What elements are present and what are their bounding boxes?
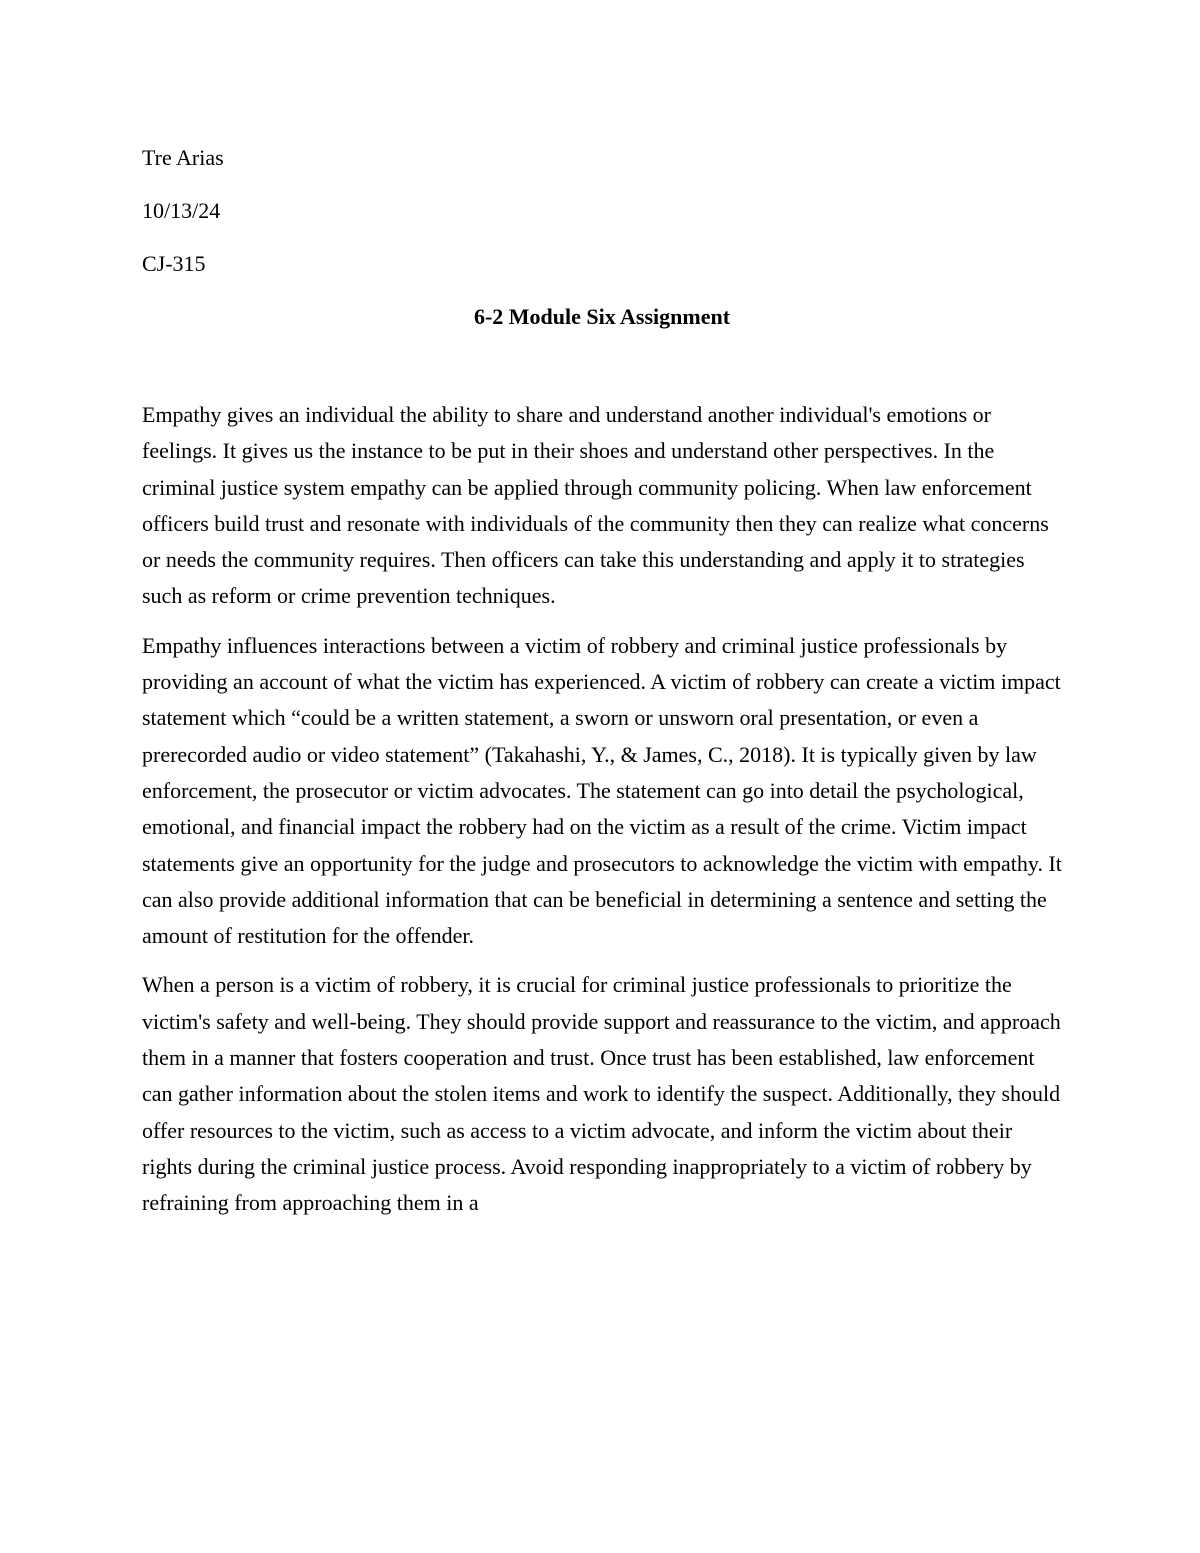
course-code: CJ-315 — [142, 251, 206, 276]
author-name: Tre Arias — [142, 145, 224, 170]
paragraph-2: Empathy influences interactions between a victim of robbery and criminal justice professionals by providing an account of what the victim has experienced. A victim of robbery can create a victim impact statement which “could be a written statement, a sworn or unsworn oral presentation, or even a prerecorded audio or video statement” (Takahashi, Y., & James, C., 2018). It is typically given by law enforcement, the prosecutor or victim advocates. The statement can go into detail the psychological, emotional, and financial impact the robbery had on the victim as a result of the crime. Victim impact statements give an opportunity for the judge and prosecutors to acknowledge the victim with empathy. It can also provide additional information that can be beneficial in determining a sentence and setting the amount of restitution for the offender. — [142, 632, 1062, 949]
paragraph-3: When a person is a victim of robbery, it is crucial for criminal justice professionals to prioritize the victim's safety and well-being. They should provide support and reassurance to the victim, and approach them in a manner that fosters cooperation and trust. Once trust has been established, law enforcement can gather information about the stolen items and work to identify the suspect. Additionally, they should offer resources to the victim, such as access to a victim advocate, and inform the victim about their rights during the criminal justice process. Avoid responding inappropriately to a victim of robbery by refraining from approaching them in a — [142, 972, 1061, 1216]
document-date: 10/13/24 — [142, 198, 221, 223]
document-body — [142, 140, 1062, 1235]
paragraph-1: Empathy gives an individual the ability to share and understand another individual's emotions or feelings. It gives us the instance to be put in their shoes and understand other perspectives. In the criminal justice system empathy can be applied through community policing. When law enforcement officers build trust and resonate with individuals of the community then they can realize what concerns or needs the community requires. Then officers can take this understanding and apply it to strategies such as reform or crime prevention techniques. — [142, 402, 1049, 609]
document-title: 6-2 Module Six Assignment — [473, 304, 731, 329]
